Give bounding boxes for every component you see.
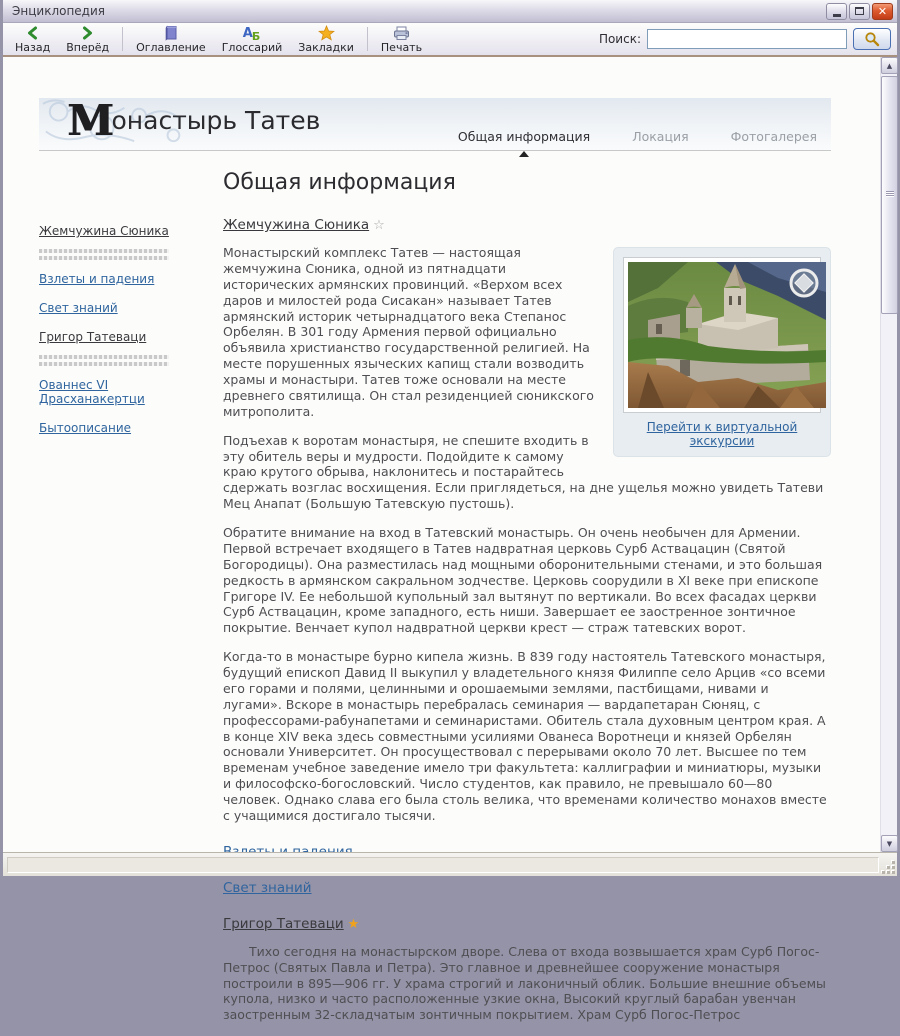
window-title: Энциклопедия — [12, 4, 105, 18]
search-label: Поиск: — [598, 32, 641, 46]
sidebar-item-hovhannes-draskhanakerttsi[interactable]: Ованнес VI Драсханакертци — [39, 378, 145, 406]
print-label: Печать — [380, 41, 423, 54]
paragraph-1: Монастырский комплекс Татев — настоящая жемчужина Сюника, одной из пятнадцати исторических армянских провинций. «Верхом всех даров и милостей рода Сисакан» называет Татев армянский историк четырнадцатого века Степанос Орбелян. В 301 году Армения первой официально объявила христианство государственной религией. На месте порушенных языческих капищ стали возводить храмы и монастыри. Татев тоже основали на месте древнего святилища. Он стал резиденцией сюникского митрополита. — [223, 245, 594, 419]
tab-photo-gallery[interactable]: Фотогалерея — [730, 129, 817, 144]
status-panel — [7, 857, 879, 873]
forward-button[interactable] — [58, 24, 117, 54]
status-bar — [3, 852, 897, 876]
sidebar-divider-hatch — [39, 355, 169, 366]
search-box — [599, 24, 891, 54]
star-filled-icon[interactable]: ★ — [347, 916, 360, 932]
toolbar — [3, 23, 897, 57]
paragraph-4: Когда-то в монастыре бурно кипела жизнь. В 839 году настоятель Татевского монастыря, будущий епископ Давид II выкупил у владетельного князя Филиппе село Арцив «со всеми его горами и полями, целинными и орошаемыми землями, пастбищами, нивами и лугами». Вскоре в монастырь перебралась семинария — вардапетаран Сюняц, с профессорами-рабунапетами и семинаристами. Обитель стала духовным центром края. А в конце XIV века здесь совместными усилиями Ованеса Воротнеци и князей Орбелян основали Университет. Он просуществовал с перерывами около 70 лет. Высшее по тем временам учебное заведение имело три факультета: каллиграфии и миниатюры, музыки и философско-богословский. Число студентов, как правило, не превышало 60—80 человек. Однако слава его была столь велика, что временами количество монахов вместе с учащимися достигало тысячи. — [223, 649, 827, 823]
close-button[interactable] — [872, 3, 893, 20]
section-link-pearl-of-syunik[interactable]: Жемчужина Сюника — [223, 217, 370, 233]
tab-general-info[interactable]: Общая информация — [457, 129, 591, 144]
print-button[interactable] — [373, 24, 430, 54]
scroll-down-button[interactable] — [881, 835, 898, 852]
monastery-photo[interactable] — [623, 257, 821, 413]
scroll-up-button[interactable] — [881, 57, 898, 74]
scrollbar-thumb[interactable] — [881, 76, 898, 314]
maximize-button[interactable] — [849, 3, 870, 20]
figure-panel — [613, 247, 831, 457]
printer-icon — [393, 25, 410, 41]
bookmarks-label: Закладки — [298, 41, 354, 54]
ornate-initial: М — [67, 96, 112, 145]
paragraph-3: Обратите внимание на вход в Татевский монастырь. Он очень необычен для Армении. Первой встречает входящего в Татев надвратная церковь Сурб Аствацацин (Святой Богородицы). Она разместилась над мощными оборонительными стенами, и это большая редкость в армянском сакральном зодчестве. Церковь соорудили в XI веке при епископе Григоре IV. Ее небольшой купольный зал вытянут по вертикали. Во всех фасадах церкви Сурб Аствацацин, кроме западного, есть ниши. Завершает ее заостренное зонтичное покрытие. Венчает купол надвратной церкви крест — страж татевских ворот. — [223, 525, 823, 636]
letter-b: Б — [251, 29, 261, 43]
toolbar-separator — [367, 27, 368, 51]
maximize-icon — [855, 7, 864, 15]
chevron-down-icon: ▼ — [886, 839, 893, 848]
sidebar-item-grigor-tatevatsi[interactable]: Григор Татеваци — [39, 330, 147, 344]
toolbar-separator — [122, 27, 123, 51]
search-button[interactable] — [853, 28, 891, 50]
back-label: Назад — [15, 41, 51, 54]
content-area — [3, 57, 880, 1023]
content-wrap — [3, 57, 897, 1023]
magnifier-icon — [864, 31, 880, 47]
section-link-grigor-tatevatsi[interactable]: Григор Татеваци — [223, 915, 344, 932]
scrollbar-grip — [886, 191, 894, 197]
tab-location[interactable]: Локация — [632, 129, 689, 144]
tab-bar — [458, 129, 817, 144]
sidebar-item-light-of-knowledge[interactable]: Свет знаний — [39, 301, 118, 315]
close-icon: ✕ — [877, 4, 888, 18]
contents-label: Оглавление — [136, 41, 206, 54]
resize-grip[interactable] — [882, 861, 895, 874]
back-chevron-icon — [25, 25, 40, 41]
sidebar — [39, 164, 187, 1036]
virtual-tour-link[interactable]: Перейти к виртуальной экскурсии — [646, 420, 798, 448]
forward-label: Вперёд — [66, 41, 110, 54]
section-heading-pearl-of-syunik — [223, 217, 831, 233]
glossary-label: Глоссарий — [221, 41, 283, 54]
sidebar-item-rises-and-falls[interactable]: Взлеты и падения — [39, 272, 155, 286]
back-button[interactable] — [7, 24, 58, 54]
sidebar-item-lifestyle[interactable]: Бытоописание — [39, 421, 132, 435]
minimize-icon — [833, 14, 841, 17]
sidebar-divider-hatch — [39, 249, 169, 260]
chevron-up-icon: ▲ — [886, 61, 893, 70]
columns — [39, 164, 831, 1036]
toolbar-spacer — [430, 24, 599, 54]
letter-a: А — [242, 25, 253, 41]
paragraph-2: Подъехав к воротам монастыря, не спешите входить в эту обитель веры и мудрости. Подойдите к самому краю крутого обрыва, наклонитесь и постарайтесь сдержать возглас восхищения. Если приглядеться, на дне ущелья можно увидеть Татеви Мец Анапат (Большую Татевскую пустошь). — [223, 432, 824, 512]
glossary-button[interactable] — [214, 24, 291, 54]
letters-ab-icon — [243, 25, 261, 41]
section-heading-grigor-tatevatsi — [223, 916, 831, 932]
star-outline-icon[interactable]: ☆ — [373, 218, 385, 233]
page-title: Общая информация — [223, 170, 456, 195]
section-link-light-of-knowledge[interactable]: Свет знаний — [223, 879, 312, 896]
main-article — [223, 164, 831, 1036]
article-banner — [39, 98, 831, 151]
section-heading-light-of-knowledge — [223, 880, 831, 896]
vertical-scrollbar[interactable] — [880, 57, 897, 852]
sidebar-item-pearl-of-syunik[interactable]: Жемчужина Сюника — [39, 224, 169, 238]
title-bar — [3, 0, 897, 23]
paragraph-5: Тихо сегодня на монастырском дворе. Слева от входа возвышается храм Сурб Погос-Петрос (Святых Павла и Петра). Это главное и древнейшее сооружение монастыря построили в 895—906 гг. У храма строгий и лаконичный облик. Большие внешние объемы купола, низко и часто расположенные узкие окна, Высокий круглый барабан увенчан заостренным 32-складчатым зонтичным покрытием. Храм Сурб Погос-Петрос — [223, 943, 826, 1023]
forward-chevron-icon — [80, 25, 95, 41]
contents-button[interactable] — [128, 24, 214, 54]
star-icon — [318, 25, 335, 41]
article-title — [67, 96, 321, 145]
bookmarks-button[interactable] — [290, 24, 362, 54]
article-title-rest: онастырь Татев — [111, 106, 321, 135]
minimize-button[interactable] — [826, 3, 847, 20]
search-input[interactable] — [647, 29, 847, 49]
book-icon — [163, 25, 179, 41]
